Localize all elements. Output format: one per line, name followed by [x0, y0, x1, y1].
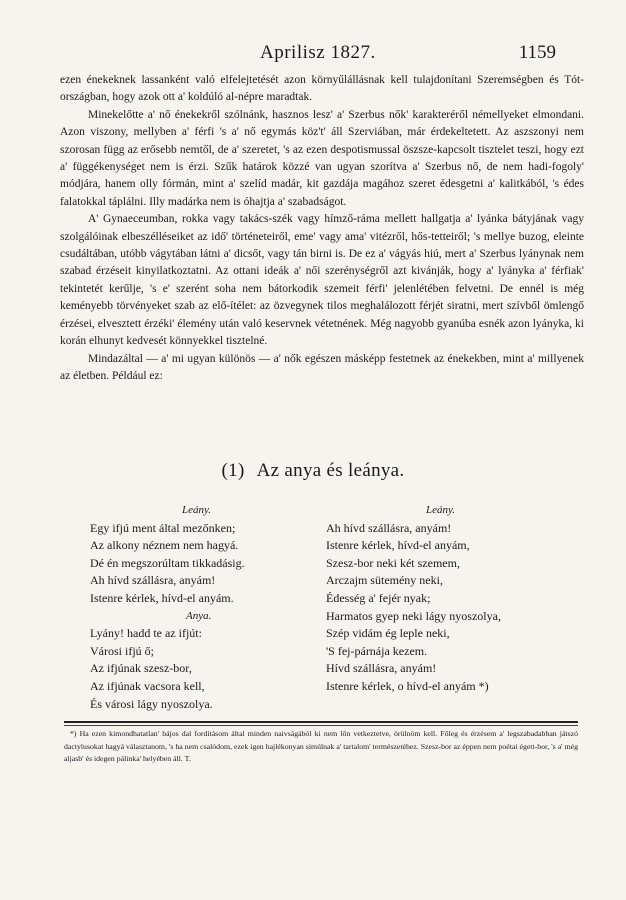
speaker-label: Leány. — [182, 504, 212, 516]
page-number: 1159 — [518, 42, 556, 63]
verse-line: Istenre kérlek, o hívd-el anyám *) — [326, 678, 489, 693]
paragraph-gynaeceum: A' Gynaeceumban, rokka vagy takács-szék vagy hímző-ráma mellett hallgatja a' lyánka bátyjának vagy szolgálóinak elbeszélléseiket az idő' történeteiről, eme' vagy ama' vitézről, hős-tetteiről; 's mellye buzog, eleinte csudáltában, utóbb vágytában látni a' dicsőt, vagy tán birni is. De ez a' vágyás hiú, mert a' Szerbus lyánynak nem szabad érzéseit kinyilatkoztatni. Az ottani ideák a' női szerénységről azt kivánják, hogy a' lyányka a' férfiak' tekintetét kerűlje, 's e' szerént soha nem bátorkodik szemeit férfi' jelenlétében felvetni. De ennél is még keményebb törvényeket szab az elő-ítélet: az özvegynek tilos meghalálozott férjét siratni, mert szívből ömlengő érzései, elvesztett érzéki' élemény után való keservnek vétetnének. Még nagyobb gyanúba esnék azon lyányka, ki korán elhunyt kedvesét könnyekkel tisztelné. — [60, 213, 584, 348]
verse-line: Szesz-bor neki két szemem, — [326, 555, 460, 570]
footnote-divider-thin — [64, 725, 578, 726]
footnote-text: *) Ha ezen kimondhatatlan' bájos dal fordításom által minden naivságából ki nem lőn vetkeztetve, örülnöm kell. Főleg és érzésem a' legszabadabban játszó dactylusokat hagyá választanom, 's ha nem csalódom, ezek igen hajlékonyan simúlnak a' tartalom' természetéhez. Szesz-bor az éppen nem poétai égett-bor, 's a' még aljasb' és idegen pálinka' helyében áll. T. — [64, 729, 578, 763]
paragraph-continuation: ezen énekeknek lassanként való elfelejtetését azon környűlállásnak kell tulajdonítani Szeremségben és Tót-országban, hogy azok ott a' koldúló al-népre maradtak. — [60, 74, 584, 104]
poem-heading — [60, 460, 566, 482]
poem-left-column — [90, 502, 320, 713]
poem-title: Az anya és leánya. — [256, 460, 405, 481]
verse-line: 'S fej-párnája kezem. — [326, 643, 428, 658]
verse-line: Ah hívd szállásra, anyám! — [326, 520, 452, 535]
poem-right-column — [326, 502, 596, 696]
verse-line: Istenre kérlek, hívd-el anyám. — [90, 590, 234, 605]
running-title: Aprilisz 1827. — [260, 42, 376, 63]
verse-line: Városi ifjú ő; — [90, 643, 154, 658]
body-text — [60, 72, 584, 385]
verse-line: És városi lágy nyoszolya. — [90, 696, 213, 711]
footnote-divider-thick — [64, 721, 578, 724]
paragraph-women-character: Minekelőtte a' nő énekekről szólnánk, hasznos lesz' a' Szerbus nők' karakteréről némellyeket elmondani. Azon viszony, mellyben a' férfi 's a' nő egymás köz't' áll Szerviában, már érdekeltetett. Az aszszonyi nem szorosan függ az erősebb nemtől, de a' szeretet, 's az ezen despotismussal öszsze-kapcsolt tisztelet teszi, hogy ezt a' függékenységet nem is érzi. Szűk határok közzé van ugyan szorítva a' Szerbus nő, de nem hadi-fogoly' módjára, hanem olly fórmán, mint a' szelíd madár, kit gazdája magához szeret édesgetni a' kalitkából, 's édes falatokkal táplálni. Illy madárka nem is óhajtja a' szabadságot. — [60, 108, 584, 208]
verse-line: Az alkony néznem nem hagyá. — [90, 538, 239, 553]
page-header — [60, 42, 566, 70]
speaker-label: Leány. — [426, 504, 456, 516]
poem-number: (1) — [221, 460, 245, 481]
verse-line: Arczajm sütemény neki, — [326, 573, 443, 588]
verse-line: Szép vidám ég leple neki, — [326, 626, 450, 641]
verse-line: Az ifjúnak szesz-bor, — [90, 661, 192, 676]
speaker-label: Anya. — [186, 609, 212, 622]
footnote — [64, 728, 578, 766]
verse-line: Istenre kérlek, hívd-el anyám, — [326, 538, 470, 553]
verse-line: Az ifjúnak vacsora kell, — [90, 678, 205, 693]
paragraph-songs-intro: Mindazáltal — a' mi ugyan különös — a' nők egészen másképp festetnek az énekekben, mint a' millyenek az életben. Például ez: — [60, 352, 584, 382]
verse-line: Lyány! hadd te az ifjút: — [90, 626, 202, 641]
verse-line: Harmatos gyep neki lágy nyoszolya, — [326, 608, 501, 623]
verse-line: Ah hívd szállásra, anyám! — [90, 573, 216, 588]
verse-line: Hívd szállásra, anyám! — [326, 661, 437, 676]
verse-line: Dé én megszorúltam tikkadásig. — [90, 555, 245, 570]
verse-line: Édesség a' fejér nyak; — [326, 590, 431, 605]
verse-line: Egy ifjú ment által mezőnken; — [90, 520, 236, 535]
